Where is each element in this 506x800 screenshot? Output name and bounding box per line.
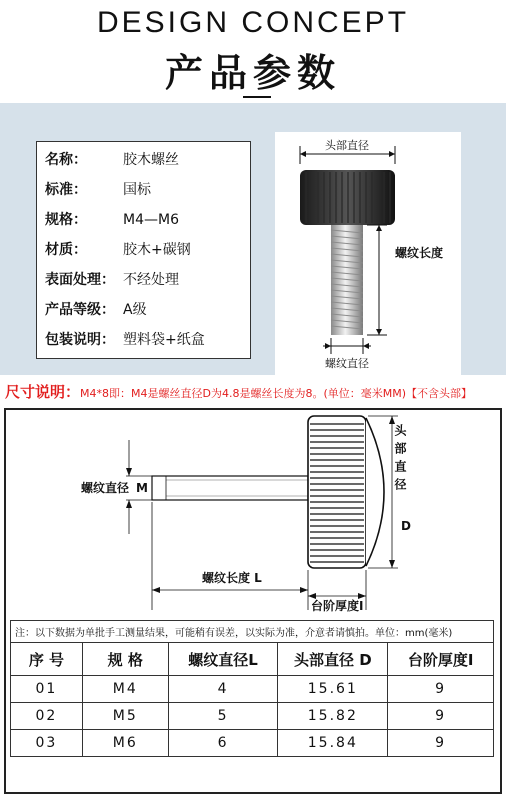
table-cell: M4: [82, 676, 168, 703]
param-label: 表面处理：: [45, 272, 115, 288]
table-cell: 9: [388, 730, 494, 757]
param-row-name: [45, 150, 179, 170]
param-label: 名称：: [45, 152, 87, 168]
photo-label-thread-diameter: 螺纹直径: [325, 357, 369, 370]
table-row: [11, 676, 494, 703]
table-cell: 9: [388, 676, 494, 703]
product-photo-panel: [275, 132, 461, 375]
column-header: 序 号: [11, 643, 83, 676]
param-value: M4—M6: [123, 212, 179, 228]
param-row-spec: [45, 210, 179, 230]
size-note-title: 尺寸说明：: [5, 383, 81, 401]
title-underline: [243, 96, 271, 98]
table-row: [11, 703, 494, 730]
size-note-body: M4*8即：M4是螺丝直径D为4.8是螺丝长度为8。(单位：毫米MM)【不含头部】: [80, 387, 473, 400]
table-cell: 6: [168, 730, 278, 757]
svg-text:头部直径: [393, 423, 407, 496]
drawing-label-thread-diameter-symbol: M: [136, 481, 148, 495]
spec-table: [10, 620, 494, 757]
photo-label-head-diameter: 头部直径: [325, 139, 369, 152]
drawing-label-step-thickness: 台阶厚度I: [311, 599, 364, 613]
table-cell: 4: [168, 676, 278, 703]
table-cell: 03: [11, 730, 83, 757]
drawing-label-head-diameter: 头部直径: [393, 424, 407, 496]
table-cell: M5: [82, 703, 168, 730]
svg-text:螺纹长度: [395, 245, 443, 260]
size-note: [0, 380, 506, 404]
column-header: 头部直径 D: [278, 643, 388, 676]
param-label: 材质：: [45, 242, 87, 258]
param-label: 标准：: [45, 182, 87, 198]
param-value: A级: [123, 302, 147, 318]
photo-label-thread-length: 螺纹长度: [395, 246, 444, 260]
param-value: 胶木螺丝: [123, 152, 179, 168]
param-value: 国标: [123, 182, 151, 198]
param-value: 胶木+碳钢: [123, 242, 191, 258]
page-header: [0, 0, 506, 100]
table-cell: 02: [11, 703, 83, 730]
param-row-material: [45, 240, 191, 260]
param-label: 产品等级：: [45, 302, 115, 318]
table-note: 注：以下数据为单批手工测量结果，可能稍有误差，以实际为准，介意者请慎拍。单位：mm(毫米): [11, 621, 494, 643]
table-note-row: [11, 621, 494, 643]
table-header-row: [11, 643, 494, 676]
title-english: DESIGN CONCEPT: [96, 6, 410, 39]
param-row-grade: [45, 300, 147, 320]
column-header: 规 格: [82, 643, 168, 676]
param-row-surface: [45, 270, 179, 290]
drawing-shaft: [152, 476, 308, 500]
title-chinese: 产品参数: [164, 51, 341, 95]
column-header: 台阶厚度I: [388, 643, 494, 676]
table-cell: 15.82: [278, 703, 388, 730]
param-value: 塑料袋+纸盒: [123, 332, 205, 348]
drawing-head: [308, 416, 366, 568]
table-cell: 01: [11, 676, 83, 703]
table-cell: 5: [168, 703, 278, 730]
table-cell: 9: [388, 703, 494, 730]
param-label: 规格：: [45, 212, 87, 228]
drawing-label-thread-length: 螺纹长度 L: [202, 571, 262, 585]
table-row: [11, 730, 494, 757]
param-value: 不经处理: [123, 272, 179, 288]
column-header: 螺纹直径L: [168, 643, 278, 676]
product-photo: [275, 132, 461, 375]
param-label: 包装说明：: [45, 332, 115, 348]
drawing-label-head-diameter-symbol: D: [401, 519, 411, 533]
table-cell: 15.61: [278, 676, 388, 703]
param-row-standard: [45, 180, 151, 200]
table-cell: 15.84: [278, 730, 388, 757]
param-row-packaging: [45, 330, 205, 350]
params-panel: [36, 141, 251, 359]
drawing-label-thread-diameter: 螺纹直径: [81, 481, 130, 495]
table-cell: M6: [82, 730, 168, 757]
